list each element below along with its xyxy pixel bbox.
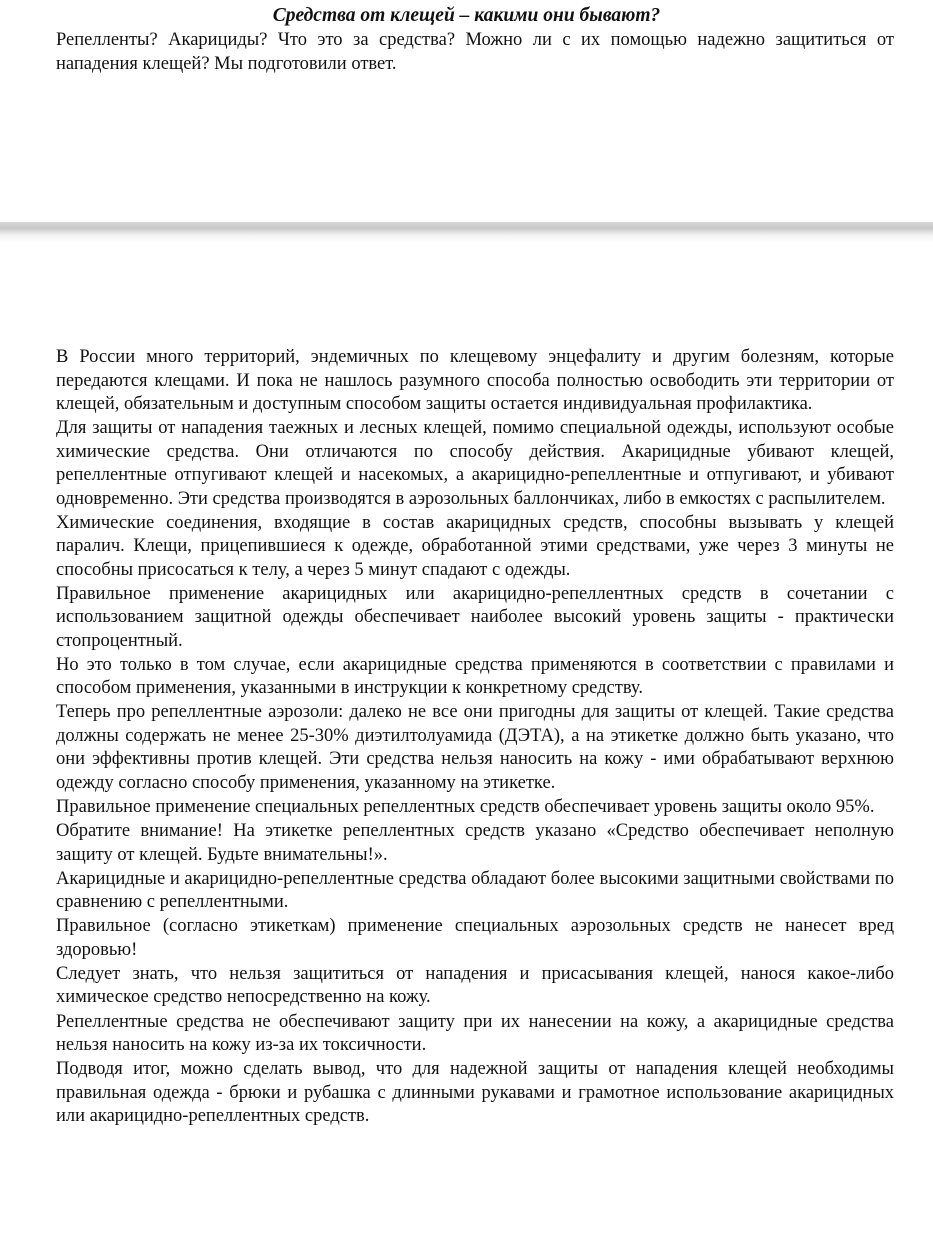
document-body: [56, 346, 894, 1129]
page-separator: [0, 222, 933, 242]
paragraph: Обратите внимание! На этикетке репеллентных средств указано «Средство обеспечивает неполную защиту от клещей. Будьте внимательны!».: [56, 821, 894, 865]
paragraph: Подводя итог, можно сделать вывод, что для надежной защиты от нападения клещей необходимы правильная одежда - брюки и рубашка с длинными рукавами и грамотное использование акарицидных или акарицидно-репеллентных средств.: [56, 1059, 894, 1127]
paragraph: Репеллентные средства не обеспечивают защиту при их нанесении на кожу, а акарицидные средства нельзя наносить на кожу из-за их токсичности.: [56, 1011, 894, 1056]
document-title: Средства от клещей – какими они бывают?: [272, 5, 661, 26]
paragraph: Правильное (согласно этикеткам) применение специальных аэрозольных средств не нанесет вред здоровью!: [56, 916, 894, 960]
paragraph: Для защиты от нападения таежных и лесных клещей, помимо специальной одежды, используют особые химические средства. Они отличаются по способу действия. Акарицидные убивают клещей, репеллентные отпугивают клещей и насекомых, а акарицидно-репеллентные и отпугивают, и убивают одновременно. Эти средства производятся в аэрозольных баллончиках, либо в емкостях с распылителем.: [56, 418, 894, 509]
paragraph: Акарицидные и акарицидно-репеллентные средства обладают более высокими защитными свойствами по сравнению с репеллентными.: [56, 868, 894, 913]
intro-paragraph: Репелленты? Акарициды? Что это за средства? Можно ли с их помощью надежно защититься от нападения клещей? Мы подготовили ответ.: [56, 30, 894, 74]
paragraph: Но это только в том случае, если акарицидные средства применяются в соответствии с правилами и способом применения, указанными в инструкции к конкретному средству.: [56, 654, 894, 699]
paragraph: В России много территорий, эндемичных по клещевому энцефалиту и другим болезням, которые передаются клещами. И пока не нашлось разумного способа полностью освободить эти территории от клещей, обязательным и доступным способом защиты остается индивидуальная профилактика.: [56, 347, 894, 414]
paragraph: Химические соединения, входящие в состав акарицидных средств, способны вызывать у клещей паралич. Клещи, прицепившиеся к одежде, обработанной этими средствами, уже через 3 минуты не способны присосаться к телу, а через 5 минут спадают с одежды.: [56, 512, 894, 580]
paragraph: Теперь про репеллентные аэрозоли: далеко не все они пригодны для защиты от клещей. Такие средства должны содержать не менее 25-30% диэтилтолуамида (ДЭТА), а на этикетке должно быть указано, что они эффективны против клещей. Эти средства нельзя наносить на кожу - ими обрабатывают верхнюю одежду согласно способу применения, указанному на этикетке.: [56, 702, 894, 793]
paragraph: Правильное применение специальных репеллентных средств обеспечивает уровень защиты около 95%.: [56, 797, 875, 818]
paragraph: Следует знать, что нельзя защититься от нападения и присасывания клещей, нанося какое-либо химическое средство непосредственно на кожу.: [56, 963, 894, 1008]
page-top: [0, 0, 933, 222]
paragraph: Правильное применение акарицидных или акарицидно-репеллентных средств в сочетании с использованием защитной одежды обеспечивает наиболее высокий уровень защиты - практически стопроцентный.: [56, 583, 894, 651]
